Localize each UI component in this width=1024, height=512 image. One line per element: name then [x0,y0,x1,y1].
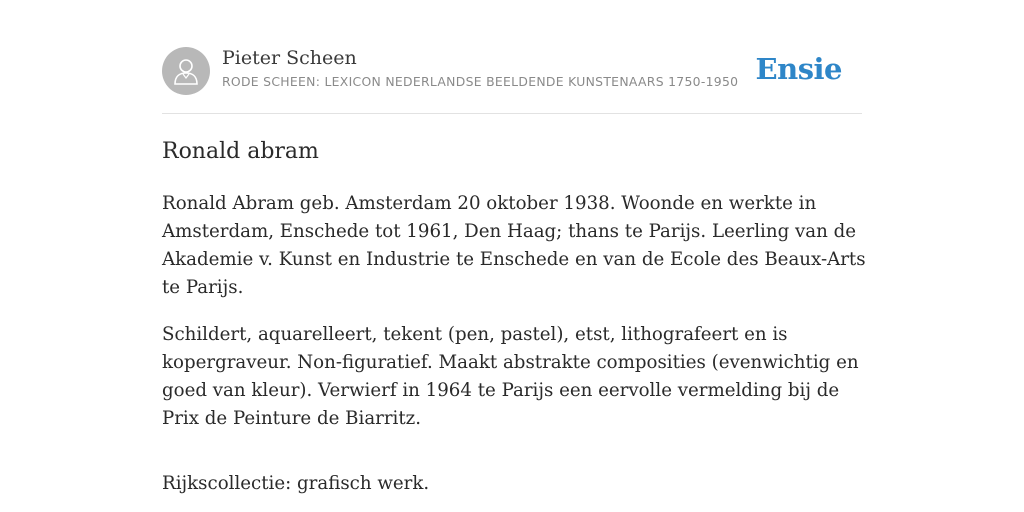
source-title[interactable]: RODE SCHEEN: LEXICON NEDERLANDSE BEELDENDE KUNSTENAARS 1750-1950 [222,74,739,89]
author-avatar[interactable] [162,47,210,95]
article-body [162,190,868,512]
author-name[interactable]: Pieter Scheen [222,47,357,69]
ensie-logo[interactable]: Ensie [755,52,842,86]
article-paragraph: Rijkscollectie: grafisch werk. [162,473,430,494]
article-header [162,46,862,96]
header-divider [162,113,862,114]
article-paragraph: Ronald Abram geb. Amsterdam 20 oktober 1938. Woonde en werkte in Amsterdam, Enschede tot 1961, Den Haag; thans te Parijs. Leerling van de Akademie v. Kunst en Industrie te Enschede en van de Ecole des Beaux-Arts te Parijs. [162,193,866,298]
article-title: Ronald abram [162,139,319,164]
user-icon [173,57,199,85]
article-paragraph: Schildert, aquarelleert, tekent (pen, pastel), etst, lithografeert en is kopergraveur. Non-figuratief. Maakt abstrakte composities (evenwichtig en goed van kleur). Verwierf in 1964 te Parijs een eervolle vermelding bij de Prix de Peinture de Biarritz. [162,324,859,429]
